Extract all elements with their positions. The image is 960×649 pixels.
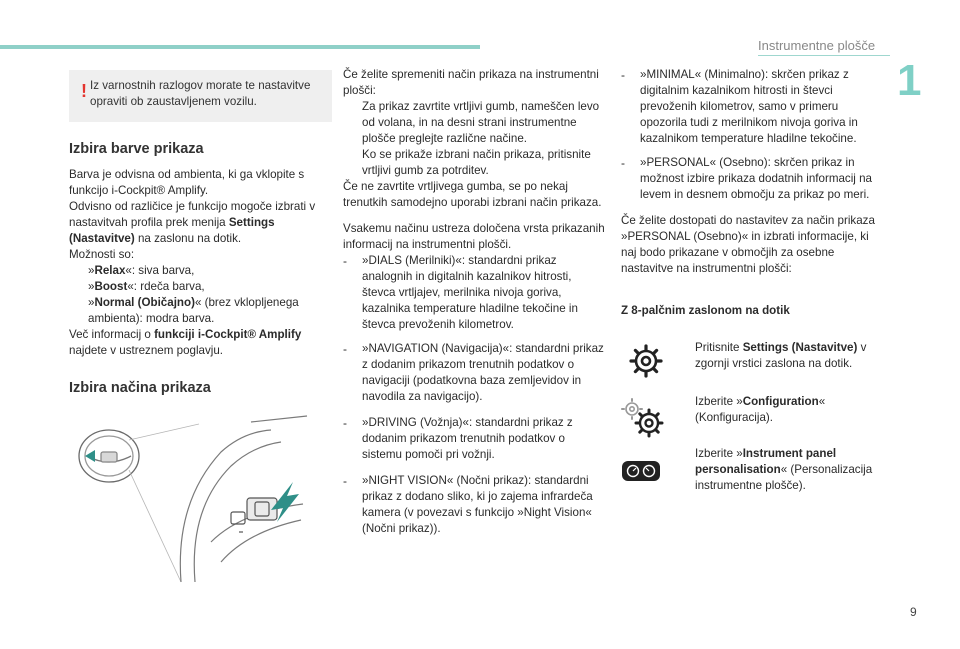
warning-icon: !: [81, 81, 87, 101]
warning-box: [69, 70, 332, 122]
list-item: »Boost«: rdeča barva,: [88, 280, 205, 293]
top-accent-bar: [0, 45, 480, 49]
color-paragraph-1: Barva je odvisna od ambienta, ki ga vklopite s funkcijo i-Cockpit® Amplify.: [69, 168, 305, 197]
dash-bullet: -: [343, 474, 347, 488]
step-text: Izberite »Configuration« (Konfiguracija).: [695, 395, 826, 424]
heading-display-color: Izbira barve prikaza: [69, 141, 204, 157]
change-mode-steps: [343, 99, 605, 179]
modes-list: [343, 253, 605, 537]
column-middle: [343, 67, 605, 537]
chapter-number: 1: [897, 56, 922, 105]
color-options-list: [69, 263, 327, 327]
list-item: »Normal (Običajno)« (brez vklopljenega ambienta): modra barva.: [88, 296, 299, 325]
dash-bullet: -: [621, 68, 625, 82]
warning-text: Iz varnostnih razlogov morate te nastavitve opraviti ob zaustavljenem vozilu.: [90, 79, 311, 108]
running-header: Instrumentne plošče: [758, 38, 876, 53]
modes-list-continued: [621, 67, 886, 203]
dash-bullet: -: [343, 416, 347, 430]
list-item: Ko se prikaže izbrani način prikaza, pritisnite vrtljivi gumb za potrditev.: [362, 148, 591, 177]
dash-bullet: -: [343, 342, 347, 356]
column-left: [69, 70, 327, 396]
step-text: Pritisnite Settings (Nastavitve) v zgornji vrstici zaslona na dotik.: [695, 341, 867, 370]
column-right: [621, 67, 886, 319]
list-item: - »PERSONAL« (Osebno): skrčen prikaz in možnost izbire prikaza dodatnih informacij na levem in desnem območju za prikaz po meri.: [621, 156, 872, 201]
touchscreen-subheading: Z 8-palčnim zaslonom na dotik: [621, 304, 790, 317]
list-item: - »NIGHT VISION« (Nočni prikaz): standardni prikaz z dodano sliko, ki jo zajema infrardeča kamera (v povezavi s funkcijo »Night Vision« (Nočni prikaz)).: [343, 474, 593, 535]
overview-pointer-icon: [85, 450, 95, 462]
page-number: 9: [910, 605, 917, 619]
dash-bullet: -: [343, 254, 347, 268]
list-item: Za prikaz zavrtite vrtljivi gumb, nameščen levo od volana, in na desni strani instrumentne plošče preglejte različne načine.: [362, 100, 600, 145]
color-more-info: Več informacij o funkciji i-Cockpit® Amplify najdete v ustreznem poglavju.: [69, 328, 302, 357]
color-options-intro: Možnosti so:: [69, 248, 135, 261]
modes-intro: Vsakemu načinu ustreza določena vrsta prikazanih informacij na instrumentni plošči.: [343, 222, 605, 251]
personal-settings-note: Če želite dostopati do nastavitev za način prikaza »PERSONAL (Osebno)« in izbrati informacije, ki naj bodo prikazane v območjih za osebne nastavitve na instrumentni plošči:: [621, 214, 875, 275]
header-underline: [758, 55, 890, 56]
dash-bullet: -: [621, 156, 625, 170]
list-item: - »NAVIGATION (Navigacija)«: standardni prikaz z dodanim prikazom trenutnih podatkov o navigaciji (podatkovna baza zemljevidov in navodila za navigacijo).: [343, 342, 604, 403]
configuration-gears-icon: [621, 396, 667, 440]
list-item: - »DIALS (Merilniki)«: standardni prikaz analognih in digitalnih kazalnikov hitrosti, števca vrtljajev, merilnika nivoja goriva, kazalnika temperature hladilne tekočine in števca prevoženih kilometrov.: [343, 254, 578, 331]
gear-icon: [627, 342, 665, 380]
step-text: Izberite »Instrument panel personalisation« (Personalizacija instrumentne plošče).: [695, 447, 873, 492]
color-paragraph-2: Odvisno od različice je funkcijo mogoče izbrati v nastavitvah profila prek menija Settings (Nastavitve) na zaslonu na dotik.: [69, 200, 316, 245]
steering-wheel-illustration: [71, 412, 319, 586]
list-item: - »DRIVING (Vožnja)«: standardni prikaz z dodanim prikazom trenutnih podatkov o sistemu pomoči pri vožnji.: [343, 416, 573, 461]
left-rotary-knob: [231, 498, 277, 532]
auto-apply-note: Če ne zavrtite vrtljivega gumba, se po nekaj trenutkih samodejno uporabi izbrani način prikaza.: [343, 180, 602, 209]
heading-display-mode: Izbira načina prikaza: [69, 380, 211, 396]
list-item: »Relax«: siva barva,: [88, 264, 195, 277]
instrument-panel-icon: [621, 460, 661, 482]
list-item: - »MINIMAL« (Minimalno): skrčen prikaz z digitalnim kazalnikom hitrosti in števci prevoženih kilometrov, samo v primeru opozorila tudi z merilnikom nivoja goriva in kazalnikom temperature hladilne tekočine.: [621, 68, 858, 145]
change-mode-intro: Če želite spremeniti način prikaza na instrumentni plošči:: [343, 68, 599, 97]
